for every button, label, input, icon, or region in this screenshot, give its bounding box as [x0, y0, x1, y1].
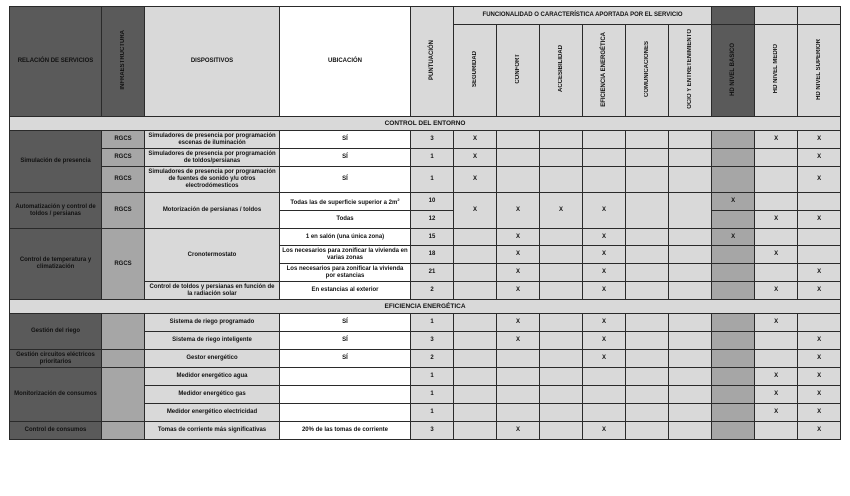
func-cell — [454, 386, 497, 404]
func-cell — [540, 264, 583, 282]
func-cell: X — [583, 246, 626, 264]
func-cell: X — [583, 314, 626, 332]
func-cell: X — [583, 350, 626, 368]
device-cell: Gestor energético — [145, 350, 280, 368]
func-cell — [669, 422, 712, 440]
header-hd-spacer — [712, 7, 755, 25]
hd-cell — [712, 211, 755, 229]
hd-cell — [712, 386, 755, 404]
func-cell — [583, 149, 626, 167]
score-cell: 3 — [411, 131, 454, 149]
func-cell: X — [497, 229, 540, 246]
func-cell — [454, 422, 497, 440]
hd-cell: X — [798, 332, 841, 350]
func-cell — [540, 332, 583, 350]
hd-cell: X — [755, 246, 798, 264]
hd-cell — [798, 246, 841, 264]
func-cell — [540, 404, 583, 422]
hd-cell — [712, 131, 755, 149]
header-hd-basico: HD NIVEL BÁSICO — [712, 25, 755, 117]
func-cell — [497, 149, 540, 167]
header-infraestructura: INFRAESTRUCTURA — [102, 7, 145, 117]
header-func-confort: CONFORT — [497, 25, 540, 117]
score-cell: 1 — [411, 386, 454, 404]
hd-cell: X — [755, 282, 798, 300]
device-cell: Sistema de riego inteligente — [145, 332, 280, 350]
score-cell: 1 — [411, 167, 454, 193]
func-cell — [626, 404, 669, 422]
infra-cell — [102, 314, 145, 350]
hd-cell — [755, 332, 798, 350]
infra-cell: RGCS — [102, 149, 145, 167]
func-cell: X — [583, 264, 626, 282]
device-cell: Simuladores de presencia por programación escenas de iluminación — [145, 131, 280, 149]
func-cell — [669, 246, 712, 264]
hd-cell — [798, 314, 841, 332]
func-cell — [626, 167, 669, 193]
func-cell: X — [497, 422, 540, 440]
func-cell — [583, 386, 626, 404]
hd-cell: X — [755, 211, 798, 229]
header-func-ocio: OCIO Y ENTRETENIMIENTO — [669, 25, 712, 117]
group-simulacion-presencia: Simulación de presencia — [10, 131, 102, 193]
func-cell — [626, 386, 669, 404]
services-table — [9, 6, 841, 440]
header-relacion: RELACIÓN DE SERVICIOS — [10, 7, 102, 117]
func-cell — [626, 282, 669, 300]
score-cell: 3 — [411, 422, 454, 440]
hd-cell — [712, 350, 755, 368]
hd-cell: X — [798, 282, 841, 300]
hd-cell — [798, 193, 841, 211]
hd-cell — [755, 229, 798, 246]
func-cell — [454, 332, 497, 350]
location-cell: SÍ — [280, 131, 411, 149]
func-cell — [497, 368, 540, 386]
hd-cell: X — [755, 131, 798, 149]
func-cell — [626, 193, 669, 229]
func-cell — [540, 314, 583, 332]
group-gestion-circuitos: Gestión circuitos eléctricos prioritarios — [10, 350, 102, 368]
location-cell — [280, 404, 411, 422]
hd-cell: X — [755, 314, 798, 332]
hd-cell — [755, 422, 798, 440]
hd-cell — [755, 350, 798, 368]
location-cell: Todas las de superficie superior a $2m^2$ — [280, 193, 411, 211]
location-cell: Los necesarios para zonificar la vivienda en varias zonas — [280, 246, 411, 264]
func-cell — [497, 404, 540, 422]
score-cell: 1 — [411, 368, 454, 386]
hd-cell — [712, 368, 755, 386]
section-control-entorno: CONTROL DEL ENTORNO — [10, 117, 841, 131]
hd-cell — [755, 193, 798, 211]
func-cell: X — [497, 332, 540, 350]
group-monitorizacion-consumos: Monitorización de consumos — [10, 368, 102, 422]
func-cell: X — [454, 131, 497, 149]
header-ubicacion: UBICACIÓN — [280, 7, 411, 117]
score-cell: 3 — [411, 332, 454, 350]
location-cell: 20% de las tomas de corriente — [280, 422, 411, 440]
hd-cell — [712, 282, 755, 300]
device-cell: Simuladores de presencia por programación de toldos/persianas — [145, 149, 280, 167]
location-cell: Todas — [280, 211, 411, 229]
hd-cell: X — [798, 422, 841, 440]
func-cell — [497, 350, 540, 368]
hd-cell: X — [798, 350, 841, 368]
func-cell — [626, 332, 669, 350]
hd-cell — [712, 404, 755, 422]
score-cell: 10 — [411, 193, 454, 211]
func-cell — [454, 368, 497, 386]
func-cell — [626, 350, 669, 368]
func-cell: X — [540, 193, 583, 229]
func-cell — [669, 282, 712, 300]
func-cell — [540, 282, 583, 300]
location-cell: SÍ — [280, 314, 411, 332]
hd-cell — [755, 167, 798, 193]
header-func-comunicaciones: COMUNICACIONES — [626, 25, 669, 117]
hd-cell: X — [798, 131, 841, 149]
func-cell: X — [454, 193, 497, 229]
device-cell: Medidor energético electricidad — [145, 404, 280, 422]
func-cell: X — [497, 264, 540, 282]
header-funcionalidad: FUNCIONALIDAD O CARACTERÍSTICA APORTADA POR EL SERVICIO — [454, 7, 712, 25]
location-cell: En estancias al exterior — [280, 282, 411, 300]
infra-cell: RGCS — [102, 167, 145, 193]
section-eficiencia-energetica: EFICIENCIA ENERGÉTICA — [10, 300, 841, 314]
func-cell — [626, 149, 669, 167]
func-cell: X — [583, 332, 626, 350]
score-cell: 15 — [411, 229, 454, 246]
func-cell — [669, 167, 712, 193]
device-cell: Tomas de corriente más significativas — [145, 422, 280, 440]
score-cell: 2 — [411, 350, 454, 368]
func-cell — [626, 229, 669, 246]
func-cell — [669, 386, 712, 404]
hd-cell: X — [755, 386, 798, 404]
func-cell — [540, 149, 583, 167]
score-cell: 1 — [411, 149, 454, 167]
device-cell: Simuladores de presencia por programación de fuentes de sonido y/u otros electrodómesticos — [145, 167, 280, 193]
func-cell — [540, 246, 583, 264]
func-cell — [669, 264, 712, 282]
func-cell — [540, 167, 583, 193]
score-cell: 1 — [411, 404, 454, 422]
header-hd-medio: HD NIVEL MEDIO — [755, 25, 798, 117]
func-cell — [540, 229, 583, 246]
header-dispositivos: DISPOSITIVOS — [145, 7, 280, 117]
group-control-temperatura: Control de temperatura y climatización — [10, 229, 102, 300]
func-cell — [583, 131, 626, 149]
hd-cell: X — [798, 368, 841, 386]
group-gestion-riego: Gestión del riego — [10, 314, 102, 350]
func-cell — [540, 386, 583, 404]
hd-cell — [712, 264, 755, 282]
func-cell — [626, 131, 669, 149]
hd-cell — [712, 246, 755, 264]
hd-cell: X — [755, 404, 798, 422]
func-cell: X — [497, 314, 540, 332]
func-cell — [669, 131, 712, 149]
score-cell: 18 — [411, 246, 454, 264]
func-cell: X — [454, 167, 497, 193]
func-cell — [454, 282, 497, 300]
header-hd-spacer — [755, 7, 798, 25]
hd-cell — [755, 264, 798, 282]
func-cell — [669, 193, 712, 229]
hd-cell — [712, 422, 755, 440]
hd-cell: X — [798, 149, 841, 167]
func-cell: X — [497, 282, 540, 300]
score-cell: 12 — [411, 211, 454, 229]
header-puntuacion: PUNTUACIÓN — [411, 7, 454, 117]
func-cell — [454, 404, 497, 422]
func-cell — [626, 368, 669, 386]
hd-cell — [712, 332, 755, 350]
hd-cell — [798, 229, 841, 246]
location-cell — [280, 368, 411, 386]
hd-cell: X — [798, 264, 841, 282]
device-cell: Medidor energético agua — [145, 368, 280, 386]
func-cell — [540, 422, 583, 440]
func-cell — [454, 264, 497, 282]
func-cell — [626, 264, 669, 282]
hd-cell — [712, 149, 755, 167]
func-cell — [583, 167, 626, 193]
func-cell — [669, 149, 712, 167]
group-control-consumos: Control de consumos — [10, 422, 102, 440]
device-cell: Motorización de persianas / toldos — [145, 193, 280, 229]
func-cell — [669, 229, 712, 246]
func-cell — [540, 350, 583, 368]
location-cell: Los necesarios para zonificar la vivienda por estancias — [280, 264, 411, 282]
hd-cell: X — [798, 167, 841, 193]
score-cell: 2 — [411, 282, 454, 300]
infra-cell — [102, 368, 145, 422]
func-cell — [497, 131, 540, 149]
func-cell — [454, 314, 497, 332]
infra-cell — [102, 422, 145, 440]
location-cell: SÍ — [280, 149, 411, 167]
func-cell — [669, 332, 712, 350]
func-cell — [454, 246, 497, 264]
func-cell: X — [583, 282, 626, 300]
func-cell — [626, 246, 669, 264]
location-cell: SÍ — [280, 332, 411, 350]
location-cell: SÍ — [280, 350, 411, 368]
device-cell: Control de toldos y persianas en función de la radiación solar — [145, 282, 280, 300]
hd-cell — [712, 314, 755, 332]
func-cell — [669, 404, 712, 422]
header-func-accesibilidad: ACCESIBILIDAD — [540, 25, 583, 117]
score-cell: 1 — [411, 314, 454, 332]
header-hd-superior: HD NIVEL SUPERIOR — [798, 25, 841, 117]
func-cell — [540, 131, 583, 149]
header-hd-spacer — [798, 7, 841, 25]
device-cell: Medidor energético gas — [145, 386, 280, 404]
services-table-wrapper — [9, 6, 841, 440]
infra-cell: RGCS — [102, 229, 145, 300]
func-cell — [454, 229, 497, 246]
location-cell — [280, 386, 411, 404]
infra-cell: RGCS — [102, 193, 145, 229]
hd-cell: X — [798, 404, 841, 422]
location-cell: 1 en salón (una única zona) — [280, 229, 411, 246]
location-cell: SÍ — [280, 167, 411, 193]
func-cell: X — [583, 422, 626, 440]
group-automatizacion-toldos: Automatización y control de toldos / persianas — [10, 193, 102, 229]
func-cell: X — [497, 193, 540, 229]
func-cell — [540, 368, 583, 386]
func-cell — [454, 350, 497, 368]
infra-cell: RGCS — [102, 131, 145, 149]
func-cell — [669, 350, 712, 368]
hd-cell: X — [798, 211, 841, 229]
device-cell: Cronotermostato — [145, 229, 280, 282]
infra-cell — [102, 350, 145, 368]
hd-cell: X — [798, 386, 841, 404]
hd-cell: X — [712, 229, 755, 246]
header-func-eficiencia: EFICIENCIA ENERGÉTICA — [583, 25, 626, 117]
func-cell: X — [583, 229, 626, 246]
func-cell — [669, 314, 712, 332]
func-cell: X — [454, 149, 497, 167]
func-cell — [626, 422, 669, 440]
hd-cell — [755, 149, 798, 167]
func-cell: X — [583, 193, 626, 229]
header-func-seguridad: SEGURIDAD — [454, 25, 497, 117]
func-cell: X — [497, 246, 540, 264]
score-cell: 21 — [411, 264, 454, 282]
hd-cell: X — [755, 368, 798, 386]
func-cell — [669, 368, 712, 386]
device-cell: Sistema de riego programado — [145, 314, 280, 332]
hd-cell — [712, 167, 755, 193]
func-cell — [497, 386, 540, 404]
func-cell — [497, 167, 540, 193]
hd-cell: X — [712, 193, 755, 211]
func-cell — [583, 368, 626, 386]
func-cell — [583, 404, 626, 422]
func-cell — [626, 314, 669, 332]
